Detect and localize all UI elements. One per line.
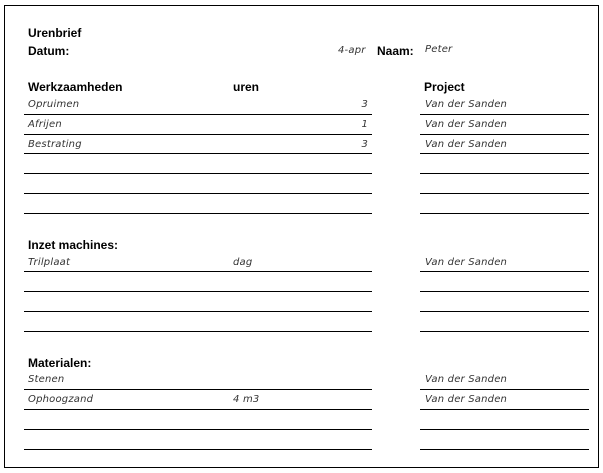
row-line	[24, 311, 372, 312]
task-cell: Afrijen	[28, 119, 62, 130]
project-cell: Van der Sanden	[425, 139, 508, 150]
project-cell: Van der Sanden	[425, 99, 508, 110]
row-line	[420, 311, 589, 312]
machines-heading: Inzet machines:	[28, 238, 119, 252]
hours-cell: 1	[361, 119, 368, 130]
project-cell: Van der Sanden	[425, 119, 508, 130]
task-cell: Bestrating	[28, 139, 82, 150]
row-line	[24, 213, 372, 214]
material-amount-cell: 4 m3	[233, 394, 260, 405]
row-line	[420, 331, 589, 332]
row-line	[24, 389, 372, 390]
material-cell: Stenen	[28, 374, 65, 385]
row-line	[24, 193, 372, 194]
project-cell: Van der Sanden	[425, 257, 508, 268]
row-line	[420, 429, 589, 430]
row-line	[24, 429, 372, 430]
hours-cell: 3	[361, 139, 368, 150]
row-line	[420, 153, 589, 154]
form-border	[4, 5, 599, 468]
machine-unit-cell: dag	[233, 257, 253, 268]
project-cell: Van der Sanden	[425, 374, 508, 385]
naam-value: Peter	[425, 44, 453, 55]
datum-label: Datum:	[28, 44, 70, 58]
row-line	[24, 173, 372, 174]
row-line	[24, 134, 372, 135]
row-line	[24, 271, 372, 272]
row-line	[24, 291, 372, 292]
row-line	[420, 193, 589, 194]
row-line	[420, 213, 589, 214]
row-line	[420, 173, 589, 174]
naam-label: Naam:	[377, 44, 414, 58]
project-cell: Van der Sanden	[425, 394, 508, 405]
row-line	[420, 389, 589, 390]
row-line	[420, 134, 589, 135]
row-line	[24, 114, 372, 115]
row-line	[420, 114, 589, 115]
row-line	[420, 291, 589, 292]
row-line	[24, 409, 372, 410]
uren-heading: uren	[233, 80, 260, 94]
machine-cell: Trilplaat	[28, 257, 71, 268]
project-heading: Project	[424, 80, 465, 94]
row-line	[420, 409, 589, 410]
row-line	[420, 449, 589, 450]
task-cell: Opruimen	[28, 99, 80, 110]
hours-cell: 3	[361, 99, 368, 110]
material-cell: Ophoogzand	[28, 394, 94, 405]
row-line	[24, 331, 372, 332]
werkzaamheden-heading: Werkzaamheden	[28, 80, 123, 94]
form-title: Urenbrief	[28, 26, 82, 40]
row-line	[24, 153, 372, 154]
row-line	[420, 271, 589, 272]
materialen-heading: Materialen:	[28, 356, 92, 370]
row-line	[24, 449, 372, 450]
datum-value: 4-apr	[338, 45, 366, 56]
